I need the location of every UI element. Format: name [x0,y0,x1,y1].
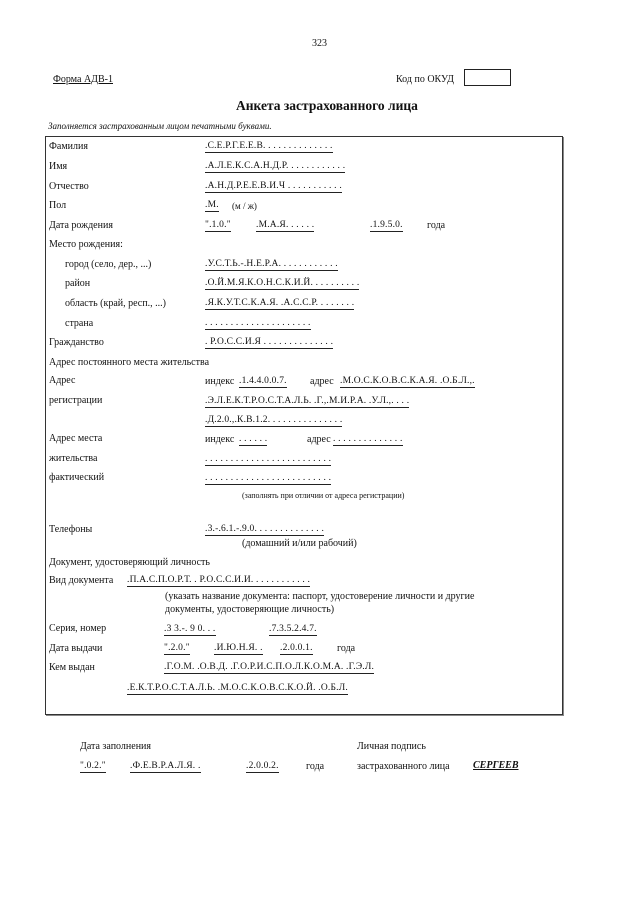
country-label: страна [65,318,94,329]
issue-month-field[interactable]: .И.Ю.Н.Я. . [214,643,263,653]
registration-address-line-1[interactable]: .М.О.С.К.О.В.С.К.А.Я. .О.Б.Л.,. [340,376,475,386]
actual-address-line-3[interactable]: . . . . . . . . . . . . . . . . . . . . . . . . . [205,473,332,483]
issued-by-line-2[interactable]: .Е.К.Т.Р.О.С.Т.А.Л.Ь. .М.О.С.К.О.В.С.К.О.Й. .О.Б.Л. [127,683,348,693]
okud-label: Код по ОКУД [396,74,454,85]
form-title: Анкета застрахованного лица [236,98,418,113]
birthplace-label: Место рождения: [49,239,123,250]
fill-day-field[interactable]: ".0.2." [80,761,106,771]
birthdate-label: Дата рождения [49,220,113,231]
actual-address-word: адрес [307,434,331,445]
signature-label-1: Личная подпись [357,741,426,752]
country-field[interactable]: . . . . . . . . . . . . . . . . . . . . . [205,318,311,328]
sex-label: Пол [49,200,67,211]
page-number: 323 [312,38,327,49]
document-type-hint-1: (указать название документа: паспорт, удостоверение личности и другие [165,591,475,602]
document-type-hint-2: документы, удостоверяющие личность) [165,604,335,615]
registration-address-word: адрес [310,376,334,387]
issue-year-word: года [337,643,356,654]
citizenship-label: Гражданство [49,337,104,348]
form-code: Форма АДВ-1 [53,74,113,85]
registration-section-label: Адрес постоянного места жительства [49,357,210,368]
patronymic-label: Отчество [49,181,89,192]
actual-label-2: жительства [49,453,98,464]
birth-day-field[interactable]: ".1.0." [205,220,231,230]
surname-field[interactable]: .С.Е.Р.Г.Е.Е.В. . . . . . . . . . . . . . [205,141,333,151]
issue-year-field[interactable]: .2.0.0.1. [280,643,313,653]
district-label: район [65,278,91,289]
name-label: Имя [49,161,68,172]
phones-hint: (домашний и/или рабочий) [242,538,357,549]
issued-by-line-1[interactable]: .Г.О.М. .О.В.Д. .Г.О.Р.И.С.П.О.Л.К.О.М.А. .Г.Э.Л. [164,662,375,672]
fill-date-label: Дата заполнения [80,741,151,752]
actual-label-1: Адрес места [49,433,103,444]
registration-label-2: регистрации [49,395,103,406]
birth-month-field[interactable]: .М.А.Я. . . . . . [256,220,315,230]
registration-index-field[interactable]: .1.4.4.0.0.7. [239,376,287,386]
actual-address-note: (заполнять при отличии от адреса регистрации) [242,491,405,500]
issue-day-field[interactable]: ".2.0." [164,643,190,653]
form-instruction: Заполняется застрахованным лицом печатными буквами. [48,121,272,131]
actual-index-label: индекс [205,434,235,445]
phones-label: Телефоны [49,524,93,535]
series-label: Серия, номер [49,623,107,634]
birth-year-field[interactable]: .1.9.5.0. [370,220,403,230]
series-field[interactable]: .3 3.-. 9 0. . . [164,624,216,634]
actual-address-line-2[interactable]: . . . . . . . . . . . . . . . . . . . . . . . . . [205,454,332,464]
registration-label-1: Адрес [49,375,76,386]
actual-index-field[interactable]: . . . . . . [239,434,268,444]
city-field[interactable]: .У.С.Т.Ь.-.Н.Е.Р.А. . . . . . . . . . . . [205,259,338,269]
registration-address-line-3[interactable]: .Д.2.0.,.К.В.1.2. . . . . . . . . . . . . . . [205,415,343,425]
city-label: город (село, дер., ...) [65,259,152,270]
fill-year-field[interactable]: .2.0.0.2. [246,761,279,771]
signature-field[interactable]: СЕРГЕЕВ [473,760,519,771]
surname-label: Фамилия [49,141,88,152]
district-field[interactable]: .О.Й.М.Я.К.О.Н.С.К.И.Й. . . . . . . . . . [205,278,360,288]
phones-field[interactable]: .3.-.6.1.-.9.0. . . . . . . . . . . . . . [205,524,325,534]
registration-index-label: индекс [205,376,235,387]
region-field[interactable]: .Я.К.У.Т.С.К.А.Я. .А.С.С.Р. . . . . . . . [205,298,355,308]
document-type-label: Вид документа [49,575,114,586]
fill-month-field[interactable]: .Ф.Е.В.Р.А.Л.Я. . [130,761,201,771]
actual-label-3: фактический [49,472,105,483]
actual-address-line-1[interactable]: . . . . . . . . . . . . . . [333,434,403,444]
region-label: область (край, респ., ...) [65,298,166,309]
patronymic-field[interactable]: .А.Н.Д.Р.Е.Е.В.И.Ч . . . . . . . . . . . [205,181,342,191]
number-field[interactable]: .7.3.5.2.4.7. [269,624,317,634]
okud-field[interactable] [464,69,511,86]
fill-year-word: года [306,761,325,772]
document-section-label: Документ, удостоверяющий личность [49,557,210,568]
issued-by-label: Кем выдан [49,662,95,673]
sex-hint: (м / ж) [232,201,257,211]
sex-field[interactable]: .М. [205,200,219,210]
birth-year-word: года [427,220,446,231]
citizenship-field[interactable]: . Р.О.С.С.И.Я . . . . . . . . . . . . . . [205,337,334,347]
registration-address-line-2[interactable]: .Э.Л.Е.К.Т.Р.О.С.Т.А.Л.Ь. .Г.,.М.И.Р.А. .У.Л.,. . . . [205,396,410,406]
name-field[interactable]: .А.Л.Е.К.С.А.Н.Д.Р. . . . . . . . . . . . [205,161,346,171]
document-type-field[interactable]: .П.А.С.П.О.Р.Т. . Р.О.С.С.И.И. . . . . . . . . . . . [127,575,311,585]
signature-label-2: застрахованного лица [357,761,450,772]
issue-date-label: Дата выдачи [49,643,103,654]
